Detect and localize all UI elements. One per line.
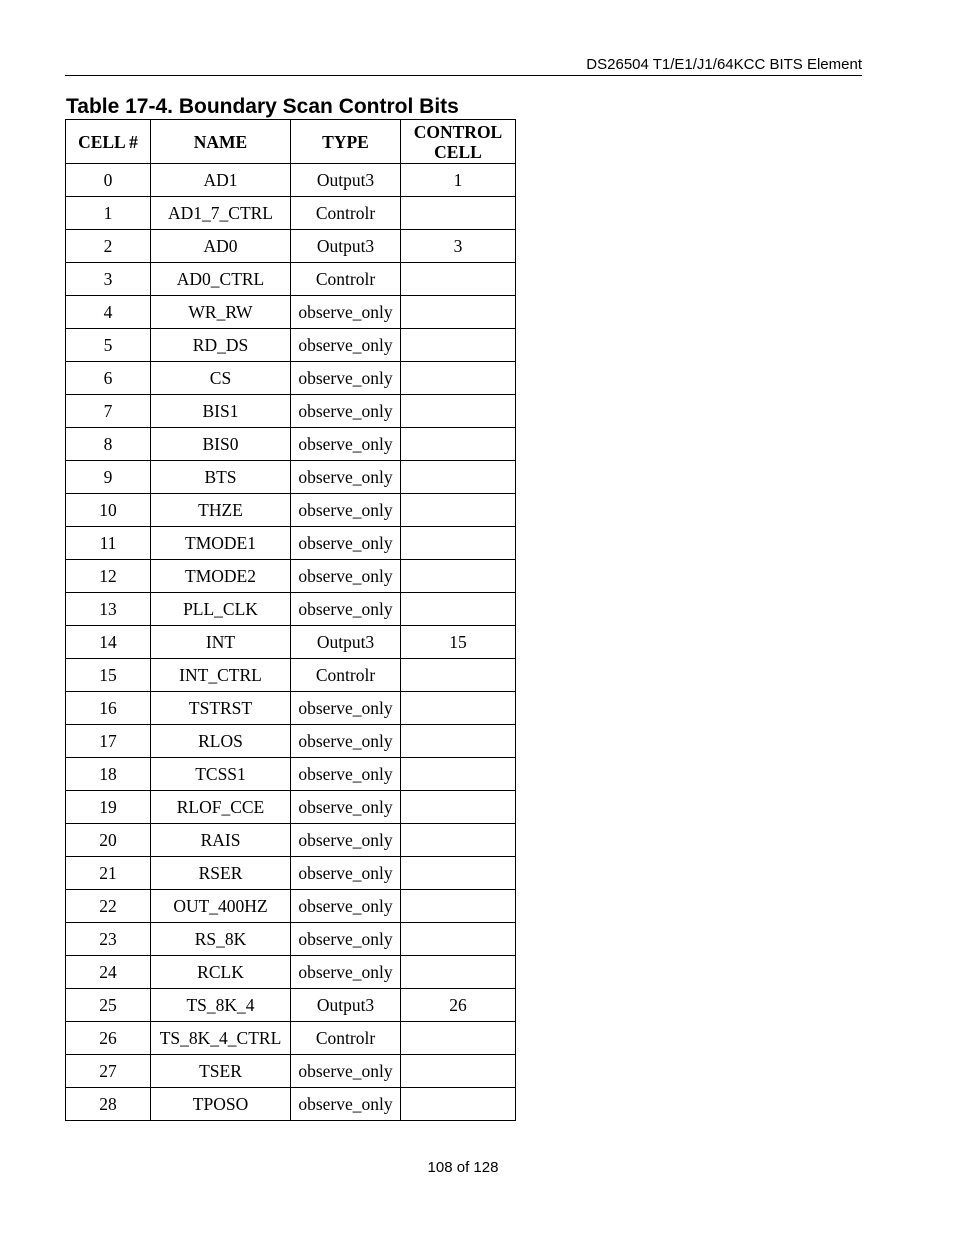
signal-name: TPOSO: [151, 1088, 291, 1121]
signal-name: INT_CTRL: [151, 659, 291, 692]
signal-name: BIS1: [151, 395, 291, 428]
table-row: [66, 527, 516, 560]
cell-number: 28: [66, 1088, 151, 1121]
table-row: [66, 428, 516, 461]
cell-number: 4: [66, 296, 151, 329]
control-cell: [401, 560, 516, 593]
control-cell: [401, 857, 516, 890]
table-row: [66, 362, 516, 395]
table-row: [66, 263, 516, 296]
table-row: [66, 461, 516, 494]
table-row: [66, 791, 516, 824]
cell-type: observe_only: [291, 1055, 401, 1088]
control-cell: [401, 197, 516, 230]
cell-number: 22: [66, 890, 151, 923]
cell-type: Output3: [291, 230, 401, 263]
table-row: [66, 164, 516, 197]
table-row: [66, 395, 516, 428]
table-row: [66, 857, 516, 890]
boundary-scan-table: [65, 119, 516, 1121]
column-header-type: TYPE: [291, 120, 401, 164]
page-number: 108 of 128: [427, 1159, 499, 1176]
cell-type: Output3: [291, 164, 401, 197]
table-row: [66, 956, 516, 989]
cell-number: 6: [66, 362, 151, 395]
signal-name: THZE: [151, 494, 291, 527]
signal-name: RLOS: [151, 725, 291, 758]
table-header-row: [66, 120, 516, 164]
control-cell: [401, 824, 516, 857]
cell-number: 2: [66, 230, 151, 263]
signal-name: RSER: [151, 857, 291, 890]
control-cell: [401, 461, 516, 494]
cell-type: observe_only: [291, 494, 401, 527]
cell-type: observe_only: [291, 956, 401, 989]
cell-type: observe_only: [291, 692, 401, 725]
cell-number: 5: [66, 329, 151, 362]
cell-type: observe_only: [291, 791, 401, 824]
cell-type: observe_only: [291, 329, 401, 362]
cell-type: observe_only: [291, 560, 401, 593]
table-title: Table 17-4. Boundary Scan Control Bits: [66, 95, 459, 118]
cell-number: 14: [66, 626, 151, 659]
signal-name: TMODE1: [151, 527, 291, 560]
cell-type: Controlr: [291, 659, 401, 692]
cell-type: Controlr: [291, 197, 401, 230]
cell-number: 0: [66, 164, 151, 197]
cell-number: 19: [66, 791, 151, 824]
signal-name: TSTRST: [151, 692, 291, 725]
signal-name: RAIS: [151, 824, 291, 857]
signal-name: AD0_CTRL: [151, 263, 291, 296]
table-row: [66, 989, 516, 1022]
control-cell: [401, 692, 516, 725]
cell-number: 18: [66, 758, 151, 791]
column-header-cell: CELL #: [66, 120, 151, 164]
control-cell: [401, 263, 516, 296]
cell-number: 27: [66, 1055, 151, 1088]
cell-type: observe_only: [291, 1088, 401, 1121]
table-row: [66, 824, 516, 857]
cell-type: observe_only: [291, 395, 401, 428]
table-row: [66, 692, 516, 725]
cell-type: observe_only: [291, 758, 401, 791]
control-cell: 1: [401, 164, 516, 197]
table-row: [66, 890, 516, 923]
page-header: [65, 56, 862, 76]
control-cell: [401, 791, 516, 824]
cell-type: Controlr: [291, 263, 401, 296]
cell-type: observe_only: [291, 824, 401, 857]
signal-name: TS_8K_4: [151, 989, 291, 1022]
table-row: [66, 725, 516, 758]
table-row: [66, 560, 516, 593]
signal-name: RCLK: [151, 956, 291, 989]
signal-name: AD0: [151, 230, 291, 263]
cell-number: 13: [66, 593, 151, 626]
table-row: [66, 197, 516, 230]
cell-type: observe_only: [291, 923, 401, 956]
cell-number: 3: [66, 263, 151, 296]
column-header-name: NAME: [151, 120, 291, 164]
table-row: [66, 1055, 516, 1088]
signal-name: RS_8K: [151, 923, 291, 956]
table-row: [66, 593, 516, 626]
control-cell: [401, 428, 516, 461]
cell-type: Output3: [291, 626, 401, 659]
table-row: [66, 296, 516, 329]
cell-type: observe_only: [291, 296, 401, 329]
cell-type: observe_only: [291, 593, 401, 626]
cell-number: 11: [66, 527, 151, 560]
cell-type: observe_only: [291, 527, 401, 560]
control-cell: [401, 923, 516, 956]
cell-type: observe_only: [291, 428, 401, 461]
cell-number: 12: [66, 560, 151, 593]
control-cell: 15: [401, 626, 516, 659]
cell-number: 8: [66, 428, 151, 461]
table-row: [66, 1022, 516, 1055]
control-cell: [401, 296, 516, 329]
control-cell: [401, 758, 516, 791]
control-cell: 3: [401, 230, 516, 263]
table-body: [66, 164, 516, 1121]
signal-name: BIS0: [151, 428, 291, 461]
signal-name: RLOF_CCE: [151, 791, 291, 824]
table-row: [66, 1088, 516, 1121]
control-cell: [401, 593, 516, 626]
table-row: [66, 758, 516, 791]
cell-type: observe_only: [291, 725, 401, 758]
cell-number: 10: [66, 494, 151, 527]
cell-number: 21: [66, 857, 151, 890]
signal-name: TSER: [151, 1055, 291, 1088]
control-cell: [401, 1055, 516, 1088]
control-cell: [401, 494, 516, 527]
signal-name: WR_RW: [151, 296, 291, 329]
page-footer: [0, 1159, 926, 1177]
control-cell: [401, 956, 516, 989]
cell-number: 17: [66, 725, 151, 758]
signal-name: TMODE2: [151, 560, 291, 593]
cell-number: 16: [66, 692, 151, 725]
cell-type: Controlr: [291, 1022, 401, 1055]
signal-name: PLL_CLK: [151, 593, 291, 626]
document-title: DS26504 T1/E1/J1/64KCC BITS Element: [586, 56, 862, 73]
control-cell: 26: [401, 989, 516, 1022]
cell-number: 26: [66, 1022, 151, 1055]
cell-type: observe_only: [291, 362, 401, 395]
control-cell-header-text: CONTROL CELL: [413, 121, 503, 162]
column-header-control-cell: [401, 120, 516, 164]
table-row: [66, 659, 516, 692]
control-cell: [401, 395, 516, 428]
cell-number: 20: [66, 824, 151, 857]
cell-number: 9: [66, 461, 151, 494]
cell-number: 15: [66, 659, 151, 692]
signal-name: AD1: [151, 164, 291, 197]
table-row: [66, 923, 516, 956]
control-cell: [401, 890, 516, 923]
control-cell: [401, 659, 516, 692]
signal-name: AD1_7_CTRL: [151, 197, 291, 230]
table-row: [66, 329, 516, 362]
cell-number: 23: [66, 923, 151, 956]
cell-type: observe_only: [291, 461, 401, 494]
control-cell: [401, 527, 516, 560]
table-row: [66, 494, 516, 527]
control-cell: [401, 329, 516, 362]
control-cell: [401, 1088, 516, 1121]
control-cell: [401, 362, 516, 395]
cell-type: observe_only: [291, 890, 401, 923]
cell-number: 25: [66, 989, 151, 1022]
signal-name: OUT_400HZ: [151, 890, 291, 923]
signal-name: CS: [151, 362, 291, 395]
cell-type: Output3: [291, 989, 401, 1022]
control-cell: [401, 1022, 516, 1055]
signal-name: TCSS1: [151, 758, 291, 791]
control-cell: [401, 725, 516, 758]
signal-name: BTS: [151, 461, 291, 494]
signal-name: RD_DS: [151, 329, 291, 362]
cell-type: observe_only: [291, 857, 401, 890]
signal-name: TS_8K_4_CTRL: [151, 1022, 291, 1055]
table-row: [66, 626, 516, 659]
signal-name: INT: [151, 626, 291, 659]
cell-number: 24: [66, 956, 151, 989]
cell-number: 7: [66, 395, 151, 428]
table-row: [66, 230, 516, 263]
cell-number: 1: [66, 197, 151, 230]
